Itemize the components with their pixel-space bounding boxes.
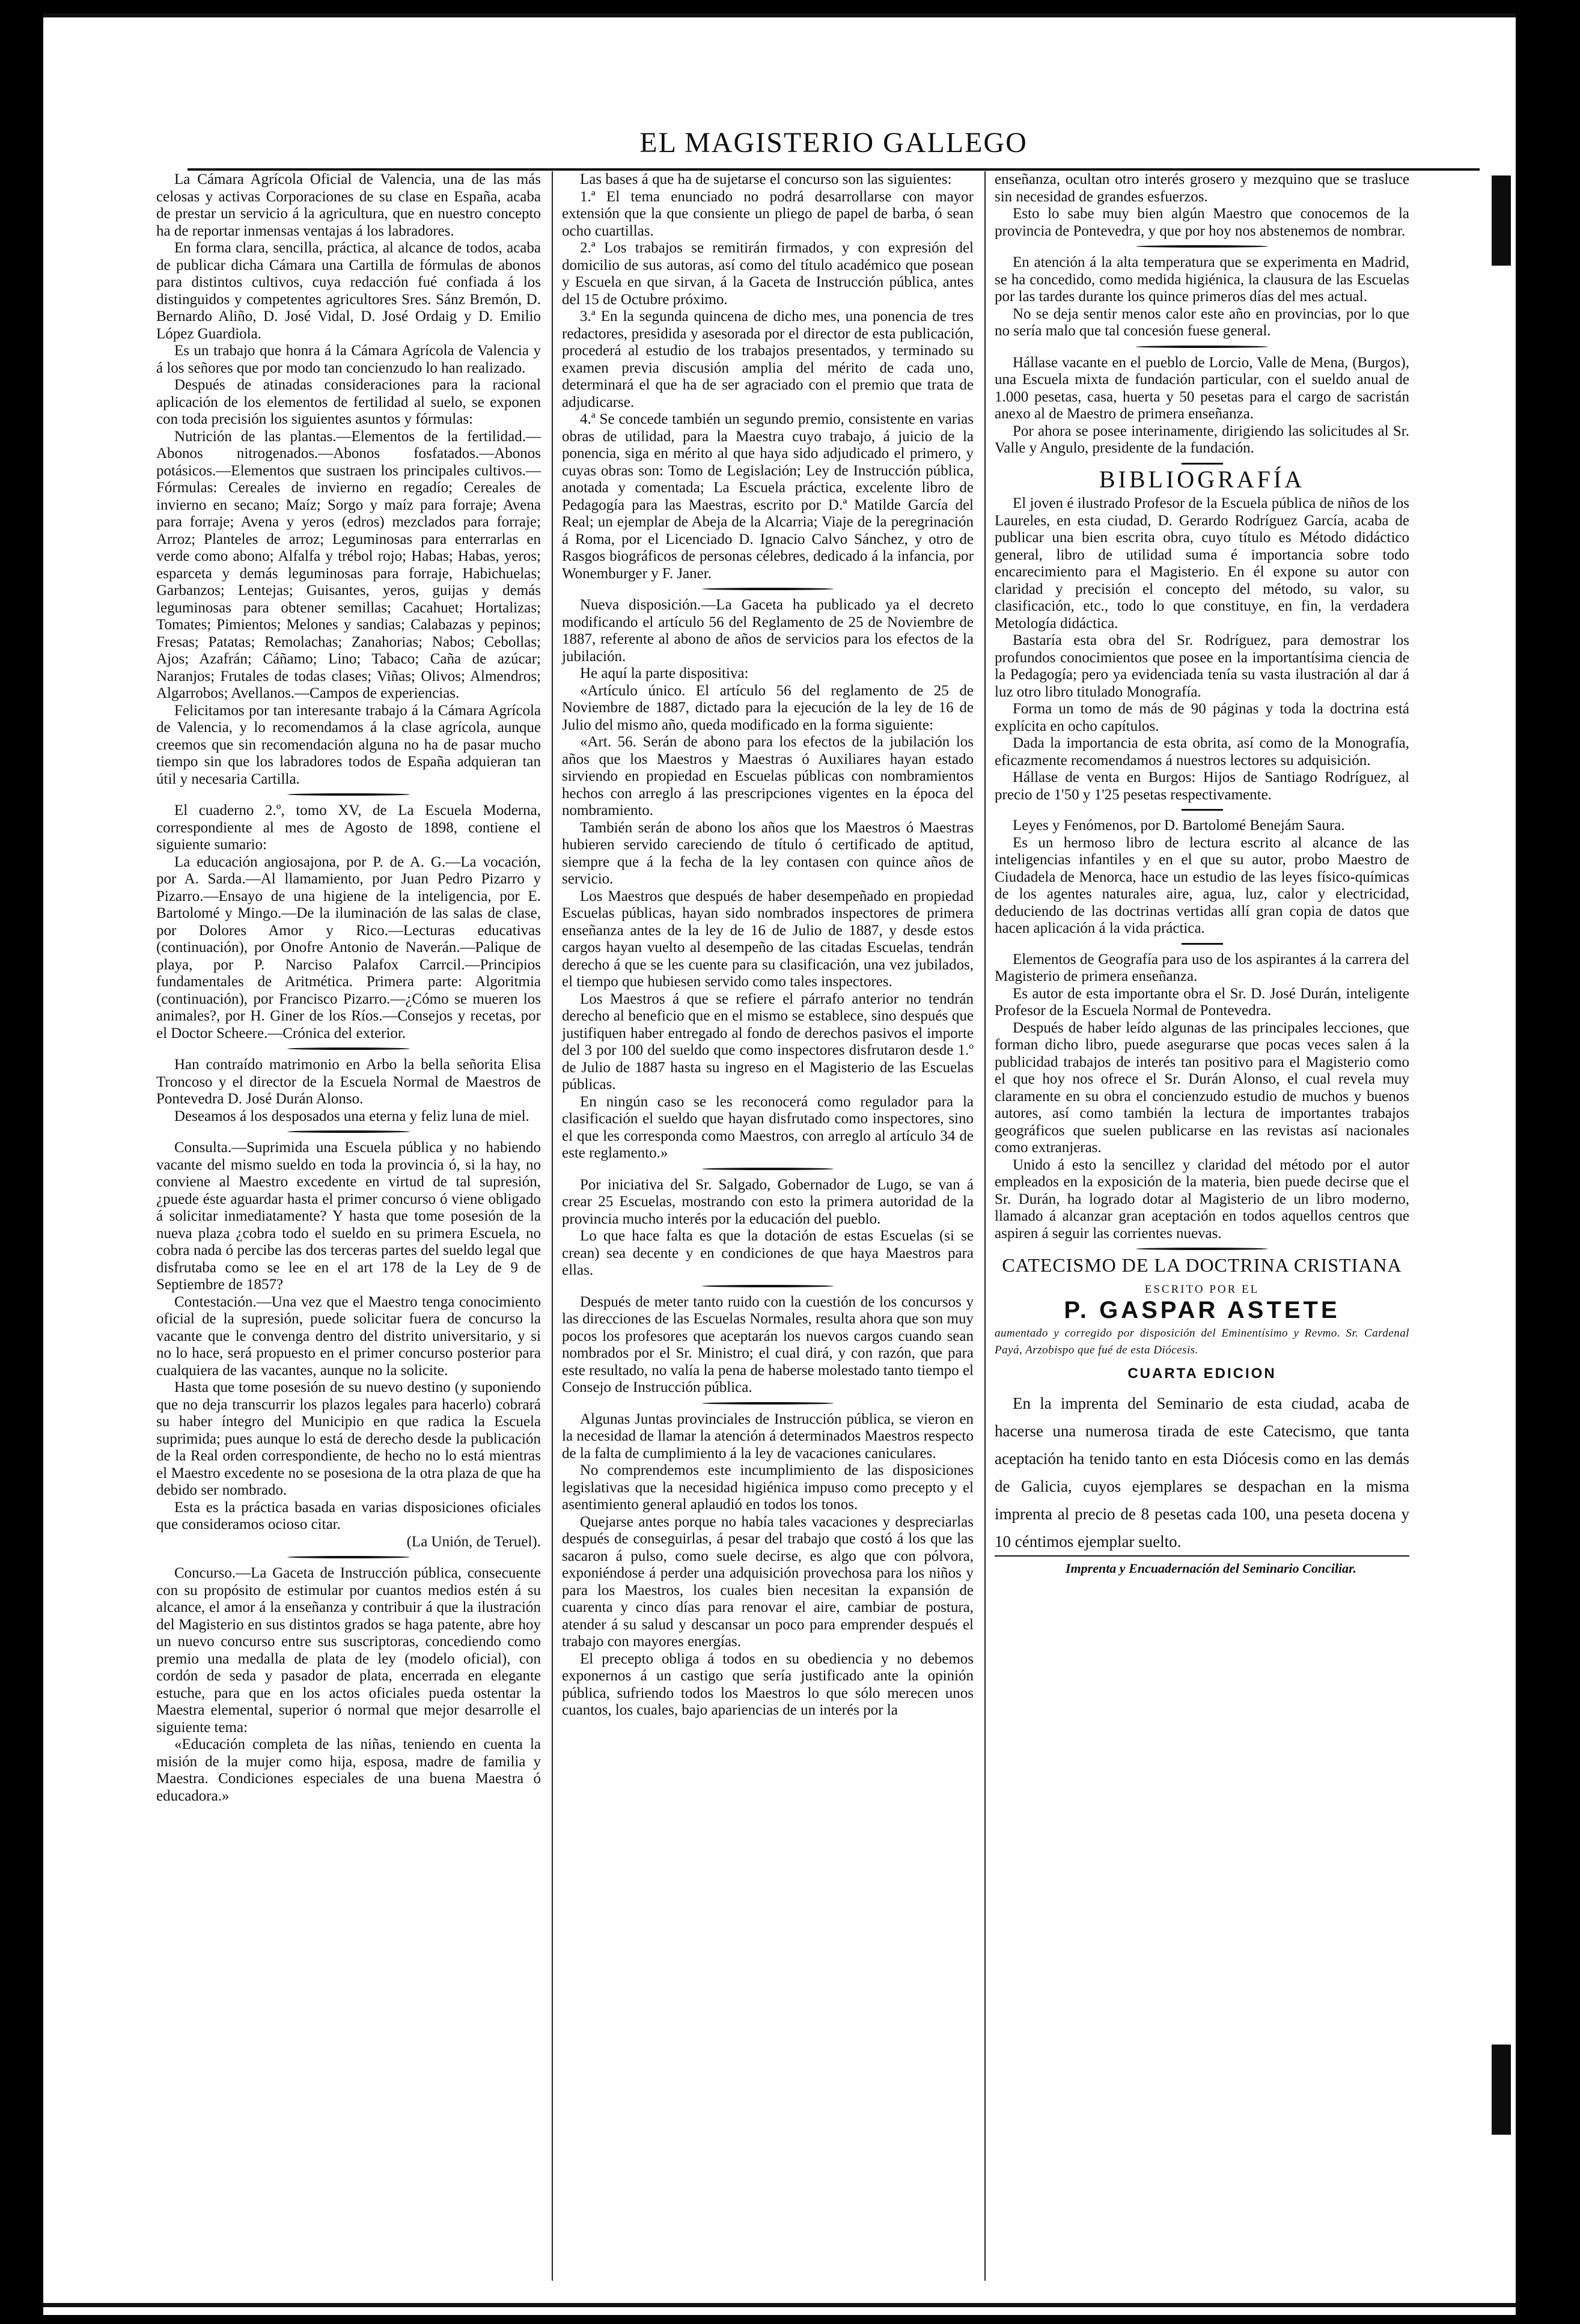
catecismo-note: aumentado y corregido por disposición del Eminentísimo y Revmo. Sr. Cardenal Payá, Arzobispo que fué de esta Diócesis.: [995, 1326, 1409, 1356]
article-paragraph: La Cámara Agrícola Oficial de Valencia, una de las más celosas y activas Corporaciones de su clase en España, acaba de prestar un servicio á la agricultura, que en nuestro concepto ha de reportar inmensas ventajas á los labradores.: [156, 171, 541, 239]
article-paragraph: El precepto obliga á todos en su obediencia y no debemos exponernos á un castigo que sería justificado ante la opinión pública, sufriendo todos los Maestros lo que sólo merecen unos cuantos, los cuales, bajo apariencias de un interés por la: [562, 1650, 974, 1718]
top-border-line: [43, 13, 1516, 17]
article-paragraph: Los Maestros que después de haber desempeñado en propiedad Escuelas públicas, hayan sido nombrados inspectores de primera enseñanza antes de la ley de 16 de Julio de 1887, y desde estos cargos hayan vuelto al desempeño de las citadas Escuelas, tendrán derecho á que se les cuente para su clasificación, una vez jubilados, el tiempo que hubiesen servido como tales inspectores.: [562, 888, 974, 990]
catecismo-body: En la imprenta del Seminario de esta ciudad, acaba de hacerse una numerosa tirada de este Catecismo, que tanta aceptación ha tenido tanto en esta Diócesis como en las demás de Galicia, cuyos ejemplares se despachan en la misma imprenta al precio de 8 pesetas cada 100, una peseta docena y 10 céntimos ejemplar suelto.: [995, 1394, 1409, 1551]
article-paragraph: Esta es la práctica basada en varias disposiciones oficiales que consideramos ocioso citar.: [156, 1499, 541, 1533]
section-separator: [1182, 463, 1223, 465]
article-paragraph: Esto lo sabe muy bien algún Maestro que conocemos de la provincia de Pontevedra, y que por hoy nos abstenemos de nombrar.: [995, 206, 1409, 239]
article-paragraph: 3.ª En la segunda quincena de dicho mes, una ponencia de tres redactores, presidida y asesorada por el director de esta publicación, procederá al estudio de los trabajos presentados, y terminado su examen previa discusión amplia del mérito de cada uno, determinará el que ha de ser agraciado con el premio que trata de adjudicarse.: [562, 308, 974, 410]
section-title: BIBLIOGRAFÍA: [1099, 465, 1305, 493]
catecismo-author: P. GASPAR ASTETE: [1064, 1297, 1340, 1323]
article-paragraph: Leyes y Fenómenos, por D. Bartolomé Benejám Saura.: [1013, 817, 1345, 834]
section-separator: [287, 1130, 410, 1133]
article-paragraph: Quejarse antes porque no había tales vacaciones y despreciarlas después de conseguirlas, á pesar del trabajo que costó á los que las sacaron á pulso, como suele decirse, es algo que con pólvora, exponiéndose á perder una adquisición provechosa para los niños y para los Maestros, los cuales bien necesitan la expansión de cuarenta y cinco días para renovar el aire, cambiar de postura, atender á su salud y descansar un poco para emprender después el trabajo con mayores energías.: [562, 1513, 974, 1650]
masthead-title: EL MAGISTERIO GALLEGO: [639, 127, 1028, 159]
article-paragraph: Es autor de esta importante obra el Sr. D. José Durán, inteligente Profesor de la Escuela Normal de Pontevedra.: [995, 985, 1409, 1019]
article-paragraph: Hállase vacante en el pueblo de Lorcio, Valle de Mena, (Burgos), una Escuela mixta de fundación particular, con el sueldo anual de 1.000 pesetas, casa, huerta y 50 pesetas para el cargo de sacristán anexo al de Maestro de primera enseñanza.: [995, 354, 1409, 422]
column-3-articles: [995, 171, 1409, 1250]
article-paragraph: Bastaría esta obra del Sr. Rodríguez, para demostrar los profundos conocimientos que posee en la importantísima ciencia de la Pedagogía; pero ya evidenciada tenía su vasta ilustración al dar á luz otro libro titulado Monografía.: [995, 632, 1409, 700]
printer-imprint: Imprenta y Encuadernación del Seminario Conciliar.: [995, 1555, 1409, 1578]
column-divider: [552, 171, 553, 2281]
section-separator: [702, 1168, 834, 1170]
article-paragraph: (La Unión, de Teruel).: [406, 1533, 541, 1550]
article-paragraph: Por ahora se posee interinamente, dirigiendo las solicitudes al Sr. Valle y Angulo, presidente de la fundación.: [995, 422, 1409, 456]
section-separator: [702, 588, 834, 590]
header-rule: [188, 168, 1480, 171]
article-paragraph: Dada la importancia de esta obrita, así como de la Monografía, eficazmente recomendamos á nuestros lectores su adquisición.: [995, 735, 1409, 769]
bottom-border-line: [43, 2303, 1516, 2307]
article-paragraph: Contestación.—Una vez que el Maestro tenga conocimiento oficial de la supresión, puede solicitar fuera de concurso la vacante que le convenga dentro del distrito universitario, y si no lo hace, será propuesto en el primer concurso posterior para cualquiera de las vacantes, aunque no la solicite.: [156, 1293, 541, 1379]
article-paragraph: Lo que hace falta es que la dotación de estas Escuelas (si se crean) sea decente y en condiciones de que haya Maestros para ellas.: [562, 1228, 974, 1278]
article-paragraph: La educación angiosajona, por P. de A. G.—La vocación, por A. Sarda.—Al llamamiento, por Juan Pedro Pizarro y Pizarro.—Ensayo de una higiene de la inteligencia, por E. Bartolomé y Mingo.—De la iluminación de las salas de clase, por Dolores Amor y Rico.—Lecturas educativas (continuación), por Onofre Antonio de Naverán.—Palique de playa, por P. Narciso Palafox Carrcil.—Principios fundamentales de Aritmética. Primera parte: Algoritmia (continuación), por Francisco Pizarro.—¿Cómo se mueren los animales?, por H. Giner de los Ríos.—Consejos y recetas, por el Doctor Scheere.—Crónica del exterior.: [156, 853, 541, 1042]
page-header: [188, 115, 1480, 169]
right-edge-mark: [1492, 2045, 1511, 2135]
article-paragraph: 1.ª El tema enunciado no podrá desarrollarse con mayor extensión que la que consiente un pliego de papel de barba, ó sean ocho cuartillas.: [562, 188, 974, 239]
article-paragraph: Después de haber leído algunas de las principales lecciones, que forman dicho libro, puede asegurarse que pocas veces salen á la publicidad trabajos de interés tan positivo para el Magisterio como el que hoy nos ofrece el Sr. Durán Alonso, el cual revela muy claramente en su obra el concienzudo estudio de muchos y buenos autores, así como también la lectura de importantes trabajos geográficos que suelen publicarse en las revistas así nacionales como extranjeras.: [995, 1019, 1409, 1156]
article-paragraph: No comprendemos este incumplimiento de las disposiciones legislativas que la necesidad higiénica impuso como precepto y el asentimiento general aplaudió en todos los tonos.: [562, 1462, 974, 1513]
article-paragraph: El joven é ilustrado Profesor de la Escuela pública de niños de los Laureles, en esta ciudad, D. Gerardo Rodríguez García, acaba de publicar una bien escrita obra, cuyo título es Método didáctico general, libro de utilidad suma é importancia sobre todo encarecimiento para el Magisterio. En él expone su autor con claridad y precisión el concepto del método, su valor, su clasificación, etc., todo lo que constituye, en fin, la verdadera Metología didáctica.: [995, 495, 1409, 632]
article-paragraph: Forma un tomo de más de 90 páginas y toda la doctrina está explícita en ocho capítulos.: [995, 701, 1409, 734]
article-paragraph: «Art. 56. Serán de abono para los efectos de la jubilación los años que los Maestros y Maestras ó Auxiliares hayan estado sirviendo en propiedad en Escuelas públicas con nombramientos hechos con arreglo á las prescripciones vigentes en la época del nombramiento.: [562, 734, 974, 819]
article-paragraph: Deseamos á los desposados una eterna y feliz luna de miel.: [174, 1108, 529, 1124]
article-paragraph: Han contraído matrimonio en Arbo la bella señorita Elisa Troncoso y el director de la Escuela Normal de Maestros de Pontevedra D. José Durán Alonso.: [156, 1057, 541, 1107]
section-separator: [1182, 809, 1223, 811]
article-paragraph: No se deja sentir menos calor este año en provincias, por lo que no sería malo que tal concesión fuese general.: [995, 305, 1409, 339]
article-paragraph: enseñanza, ocultan otro interés grosero y mezquino que se trasluce sin necesidad de grandes esfuerzos.: [995, 171, 1409, 205]
section-separator: [702, 1285, 834, 1287]
article-paragraph: Después de meter tanto ruido con la cuestión de los concursos y las direcciones de las Escuelas Normales, resulta ahora que son muy pocos los profesores que aceptarán los nuevos cargos cuando sean nombrados por el Sr. Ministro; el cual dirá, y con razón, que para este resultado, no valía la pena de haberse molestado tanto tiempo el Consejo de Instrucción pública.: [562, 1293, 974, 1395]
section-separator: [1136, 245, 1269, 248]
article-paragraph: Por iniciativa del Sr. Salgado, Gobernador de Lugo, se van á crear 25 Escuelas, mostrando con esto la primera autoridad de la provincia mucho interés por la educación del pueblo.: [562, 1176, 974, 1227]
article-paragraph: Nutrición de las plantas.—Elementos de la fertilidad.—Abonos nitrogenados.—Abonos fosfatados.—Abonos potásicos.—Elementos que sustraen los principales cultivos.—Fórmulas: Cereales de invierno en regadío; Cereales de invierno en secano; Maíz; Sorgo y maíz para forraje; Avena para forraje; Avena y yeros (edros) mezclados para forraje; Arroz; Planteles de arroz; Leguminosas para enterrarlas en verde como abono; Alfalfa y trébol rojo; Habas; Habas, yeros; esparceta y demás leguminosas para forraje, Habichuelas; Garbanzos; Lentejas; Guisantes, yeros, guijas y demás leguminosas para obtener semillas; Cacahuet; Hortalizas; Tomates; Pimientos; Melones y sandias; Calabazas y pepinos; Fresas; Patatas; Remolachas; Zanahorias; Nabos; Cebollas; Ajos; Azafrán; Cáñamo; Lino; Tabaco; Caña de azúcar; Naranjos; Frutales de todas clases; Viñas; Olivos; Almendros; Algarrobos; Avellanos.—Campos de experiencias.: [156, 428, 541, 701]
article-paragraph: También serán de abono los años que los Maestros ó Maestras hubieren servido careciendo de título ó certificado de aptitud, siempre que á la fecha de la ley contasen con quince años de servicio.: [562, 819, 974, 887]
article-paragraph: Nueva disposición.—La Gaceta ha publicado ya el decreto modificando el artículo 56 del Reglamento de 25 de Noviembre de 1887, referente al abono de años de servicios para los efectos de la jubilación.: [562, 597, 974, 665]
article-paragraph: Los Maestros á que se refiere el párrafo anterior no tendrán derecho al beneficio que en el mismo se establece, sino después que justifiquen haber entregado al fondo de derechos pasivos el importe del 3 por 100 del sueldo que como inspectores disfrutaron desde 1.º de Julio de 1887 hasta su ingreso en el Magisterio de las Escuelas públicas.: [562, 990, 974, 1093]
section-separator: [287, 1048, 410, 1050]
catecismo-escrito-por: ESCRITO POR EL: [1144, 1282, 1260, 1296]
catecismo-advertisement: [995, 1254, 1409, 1578]
column-2: [562, 171, 974, 1719]
article-paragraph: Es un hermoso libro de lectura escrito al alcance de las inteligencias infantiles y en el que su autor, probo Maestro de Ciudadela de Menorca, hace un estudio de las leyes físico-químicas de los agentes naturales aire, agua, luz, calor y electricidad, deduciendo de las doctrinas vertidas allí gran copia de datos que hacen aplicación á la vida práctica.: [995, 834, 1409, 936]
article-paragraph: Unido á esto la sencillez y claridad del método por el autor empleados en la exposición de la materia, bien puede decirse que el Sr. Durán, ha logrado dotar al Magisterio de un libro moderno, llamado á alcanzar gran aceptación en todos aquellos centros que aspiren á seguir las corrientes nuevas.: [995, 1156, 1409, 1242]
article-paragraph: El cuaderno 2.º, tomo XV, de La Escuela Moderna, correspondiente al mes de Agosto de 1898, contiene el siguiente sumario:: [156, 802, 541, 853]
article-paragraph: Concurso.—La Gaceta de Instrucción pública, consecuente con su propósito de estimular por cuantos medios estén á su alcance, el amor á la enseñanza y contribuir á que la ilustración del Magisterio en sus distintos grados se haga patente, abre hoy un nuevo concurso entre sus suscriptoras, concediendo como premio una medalla de plata de ley (modelo oficial), con cordón de seda y pasador de plata, encerrada en elegante estuche, para que en los actos oficiales pueda ostentar la Maestra elemental, superior ó normal que mejor desarrolle el siguiente tema:: [156, 1565, 541, 1736]
section-separator: [287, 1556, 410, 1558]
article-paragraph: Elementos de Geografía para uso de los aspirantes á la carrera del Magisterio de primera enseñanza.: [995, 951, 1409, 984]
article-paragraph: Hasta que tome posesión de su nuevo destino (y suponiendo que no deja transcurrir los plazos legales para hacerlo) cobrará su haber íntegro del Municipio en que radica la Escuela suprimida; pues aunque lo está de derecho desde la publicación de la Real orden correspondiente, de hecho no lo está mientras el Maestro excedente no se posesiona de la otra plaza de que ha debido ser nombrado.: [156, 1379, 541, 1498]
article-paragraph: He aquí la parte dispositiva:: [580, 665, 749, 682]
column-3: [995, 171, 1409, 1578]
article-paragraph: 2.ª Los trabajos se remitirán firmados, y con expresión del domicilio de sus autoras, así como del título académico que posean y Escuela en que sirvan, á la Gaceta de Instrucción pública, antes del 15 de Octubre próximo.: [562, 240, 974, 308]
article-paragraph: En forma clara, sencilla, práctica, al alcance de todos, acaba de publicar dicha Cámara una Cartilla de fórmulas de abonos para distintos cultivos, cuya redacción fué confiada á los distinguidos y competentes agricultores Sres. Sánz Bremón, D. Bernardo Aliño, D. José Vidal, D. José Ordaig y D. Emilio López Guardiola.: [156, 240, 541, 342]
article-paragraph: 4.ª Se concede también un segundo premio, consistente en varias obras de utilidad, para la Maestra cuyo trabajo, á juicio de la ponencia, siga en mérito al que haya sido adjudicado el primero, y cuyas obras son: Tomo de Legislación; Ley de Instrucción pública, anotada y comentada; La Escuela práctica, excelente libro de Pedagogía para las Maestras, escrito por D.ª Matilde García del Real; un ejemplar de Abeja de la Alcarria; Viaje de la peregrinación á Roma, por el Licenciado D. Ignacio Calvo Sánchez, y otro de Rasgos biográficos de personas célebres, dedicado á la infancia, por Wonemburger y F. Janer.: [562, 411, 974, 582]
section-separator: [702, 1402, 834, 1404]
right-edge-mark: [1492, 175, 1511, 266]
section-separator: [1182, 943, 1223, 945]
article-paragraph: Es un trabajo que honra á la Cámara Agrícola de Valencia y á los señores que por modo tan concienzudo lo han realizado.: [156, 343, 541, 376]
article-paragraph: Las bases á que ha de sujetarse el concurso son las siguientes:: [580, 171, 952, 188]
section-separator: [1136, 1248, 1269, 1250]
article-paragraph: Después de atinadas consideraciones para la racional aplicación de los elementos de fertilidad al suelo, se exponen con toda precisión los siguientes asuntos y fórmulas:: [156, 377, 541, 427]
article-paragraph: En ningún caso se les reconocerá como regulador para la clasificación el sueldo que hayan disfrutado como inspectores, sino el que les corresponda como Maestros, con arreglo al artículo 34 de este reglamento.»: [562, 1093, 974, 1161]
column-divider: [984, 171, 986, 2281]
catecismo-edition: CUARTA EDICION: [1127, 1365, 1277, 1382]
section-separator: [1136, 346, 1269, 348]
section-separator: [287, 793, 410, 796]
catecismo-title: CATECISMO DE LA DOCTRINA CRISTIANA: [1002, 1254, 1402, 1276]
column-1: [156, 171, 541, 1805]
article-paragraph: Felicitamos por tan interesante trabajo á la Cámara Agrícola de Valencia, y lo recomendamos á la clase agrícola, aunque creemos que sin recomendación alguna no ha de pasar mucho tiempo sin que los labradores todos de España adquieran tan útil y necesaria Cartilla.: [156, 702, 541, 787]
article-paragraph: Hállase de venta en Burgos: Hijos de Santiago Rodríguez, al precio de 1'50 y 1'25 pesetas respectivamente.: [995, 769, 1409, 803]
article-paragraph: Algunas Juntas provinciales de Instrucción pública, se vieron en la necesidad de llamar la atención á determinados Maestros respecto de la falta de cumplimiento á la ley de vacaciones caniculares.: [562, 1411, 974, 1462]
article-paragraph: Consulta.—Suprimida una Escuela pública y no habiendo vacante del mismo sueldo en toda la provincia ó, si la hay, no conviene al Maestro excedente en virtud de tal supresión, ¿puede éste aguardar hasta el primer concurso ó viene obligado á solicitar inmediatamente? Y hasta que tome posesión de la nueva plaza ¿cobra todo el sueldo en su primera Escuela, no cobra nada ó percibe las dos terceras partes del sueldo legal que disfrutaba como se lee en el art 178 de la Ley de 9 de Septiembre de 1857?: [156, 1139, 541, 1293]
article-paragraph: En atención á la alta temperatura que se experimenta en Madrid, se ha concedido, como medida higiénica, la clausura de las Escuelas por las tardes durante los quince primeros días del mes actual.: [995, 254, 1409, 305]
article-paragraph: «Artículo único. El artículo 56 del reglamento de 25 de Noviembre de 1887, dictado para la ejecución de la ley de 16 de Julio del mismo año, queda modificado en la forma siguiente:: [562, 682, 974, 733]
article-paragraph: «Educación completa de las niñas, teniendo en cuenta la misión de la mujer como hija, esposa, madre de familia y Maestra. Condiciones especiales de una buena Maestra ó educadora.»: [156, 1736, 541, 1804]
